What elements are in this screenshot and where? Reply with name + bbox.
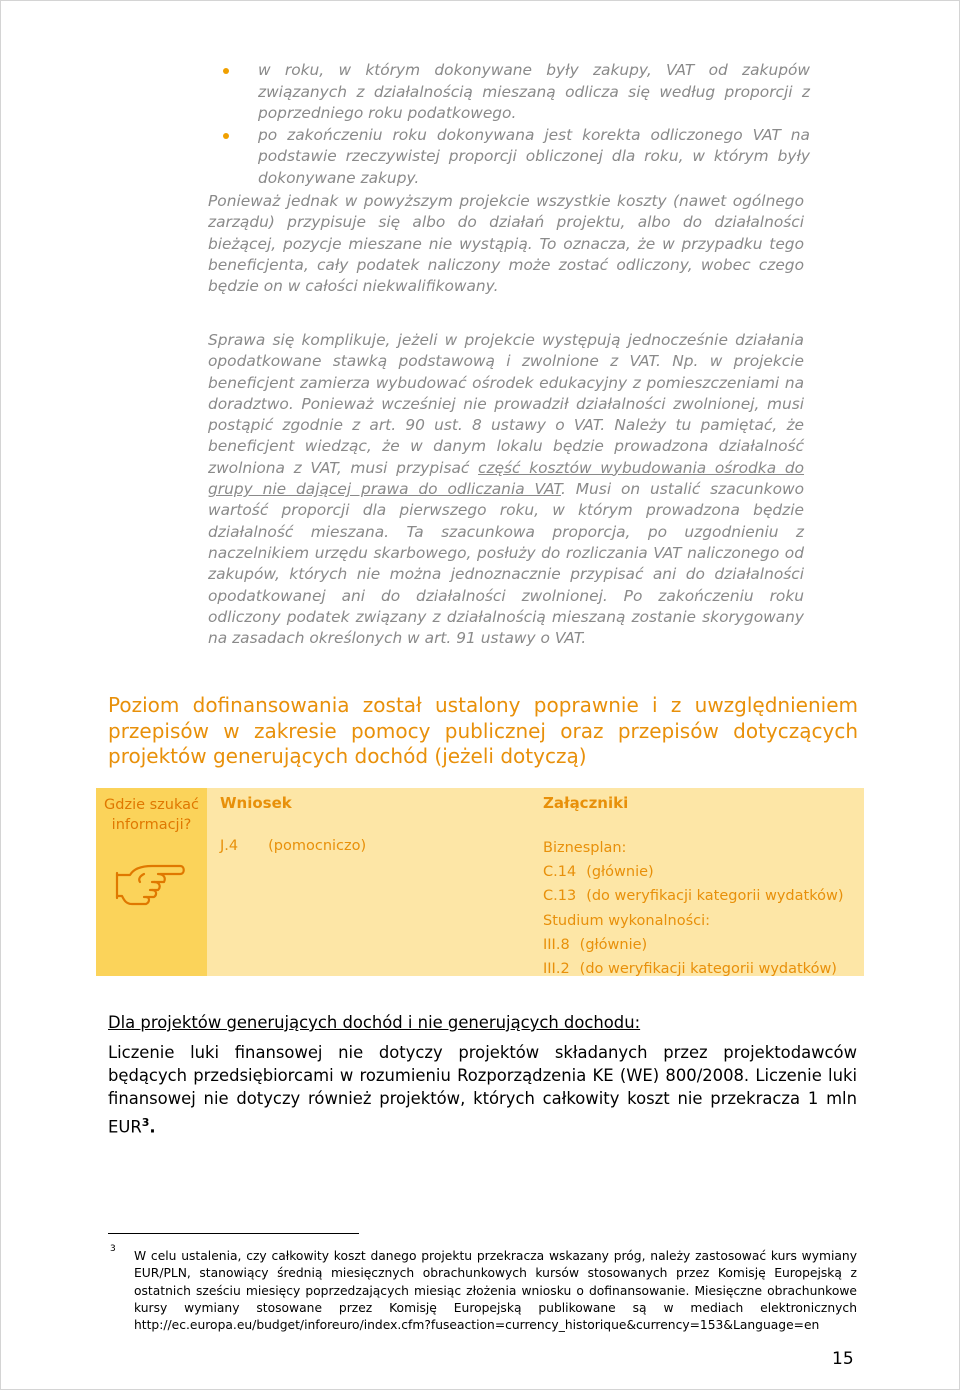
zalacznik-note: (do weryfikacji kategorii wydatków): [586, 888, 844, 905]
zalacznik-note: (głównie): [586, 864, 654, 881]
zalacznik-ref: III.2: [543, 961, 570, 978]
wniosek-ref: J.4: [220, 838, 239, 854]
wniosek-header: Wniosek: [220, 794, 292, 812]
paragraph-mixed-activity: [208, 330, 804, 649]
zalacznik-ref: Biznesplan:: [543, 840, 627, 856]
zalacznik-item: [543, 933, 843, 957]
footnote-number: 3: [110, 1244, 116, 1254]
paragraph-text: . Musi on ustalić szacunkowo wartość proporcji dla pierwszego roku, w którym prowadzona będzie działalność mieszana. Ta szacunkowa proporcja, po uzgodnieniu z naczelnikiem urzędu skarbowego, posłuży do rozliczania VAT naliczonego od zakupów, których nie można jednoznacznie przypisać ani do działalności opodatkowanej ani do działalności zwolnionej. Po zakończeniu roku odliczony podatek związany z działalnością mieszaną zostanie skorygowany na zasadach określonych w art. 91 ustawy o VAT.: [208, 480, 804, 648]
wniosek-entry: [220, 838, 366, 854]
pointing-hand-icon: [114, 863, 186, 908]
paragraph-text: Sprawa się komplikuje, jeżeli w projekcie występują jednocześnie działania opodatkowane stawką podstawową i zwolnione z VAT. Np. w projekcie beneficjent zamierza wybudować ośrodek edukacyjny z pomieszczeniami na doradztwo. Ponieważ wcześniej nie prowadził działalności zwolnionej, musi postąpić zgodnie z art. 90 ust. 8 ustawy o VAT. Należy tu pamiętać, że beneficjent wiedząc, że w danym lokalu będzie prowadzona działalność zwolniona z VAT, musi przypisać: [208, 331, 804, 477]
list-item: [222, 60, 810, 125]
zalacznik-item: [543, 836, 843, 860]
where-to-look-label: Gdzie szukać informacji?: [104, 797, 199, 833]
page-number: 15: [832, 1349, 854, 1369]
zalacznik-item: [543, 860, 843, 884]
bullet-icon: [223, 68, 229, 74]
paragraph-deduction: Ponieważ jednak w powyższym projekcie wszystkie koszty (nawet ogólnego zarządu) przypisuje się albo do działań projektu, albo do działalności bieżącej, pozycje mieszane nie wystąpią. To oznacza, że w przypadku tego beneficjenta, cały podatek naliczony może zostać odliczony, wobec czego będzie on w całości niekwalifikowany.: [208, 192, 804, 296]
zalacznik-ref: C.14: [543, 864, 577, 881]
bullet-list: [222, 60, 810, 189]
footnote-ref[interactable]: 3: [141, 1115, 150, 1129]
zalacznik-ref: Studium wykonalności:: [543, 912, 711, 929]
footnote-text: W celu ustalenia, czy całkowity koszt danego projektu przekracza wskazany próg, należy zastosować kurs wymiany EUR/PLN, stanowiący średnią miesięcznych obrachunkowych kursów stosowanych przez Komisję Europejską z ostatnich sześciu miesięcy poprzedzających miesiąc złożenia wniosku o dofinansowanie. Miesięczne obrachunkowe kursy wymiany stosowane przez Komisję Europejską publikowane są w mediach elektronicznych http://ec.europa.eu/budget/inforeuro/index.cfm?fuseaction=currency_historique&currency=153&Language=en: [134, 1249, 857, 1333]
financial-gap-paragraph: [108, 1041, 857, 1138]
wniosek-note: (pomocniczo): [268, 838, 367, 854]
zalacznik-item: [543, 909, 843, 933]
zalacznik-item: [543, 884, 843, 908]
sub-heading: Dla projektów generujących dochód i nie generujących dochodu:: [108, 1013, 641, 1032]
zalacznik-ref: C.13: [543, 888, 577, 905]
bullet-text: po zakończeniu roku dokonywana jest korekta odliczonego VAT na podstawie rzeczywistej proporcji obliczonej dla roku, w którym były dokonywane zakupy.: [258, 125, 810, 187]
footnote-divider: [108, 1233, 359, 1234]
zalaczniki-header: Załączniki: [543, 794, 629, 812]
bullet-icon: [223, 133, 229, 139]
paragraph-text: Liczenie luki finansowej nie dotyczy projektów składanych przez projektodawców będących przedsiębiorcami w rozumieniu Rozporządzenia KE (WE) 800/2008. Liczenie luki finansowej nie dotyczy również projektów, których całkowity koszt nie przekracza 1 mln EUR: [108, 1043, 857, 1137]
underlined-text: część kosztów wybudowania ośrodka do grupy nie dającej prawa do odliczania VAT: [208, 458, 805, 499]
bullet-text: w roku, w którym dokonywane były zakupy, VAT od zakupów związanych z działalnością mieszaną odlicza się według proporcji z poprzedniego roku podatkowego.: [258, 61, 810, 122]
list-item: [222, 125, 810, 190]
zalacznik-note: (do weryfikacji kategorii wydatków): [579, 961, 837, 978]
zalacznik-ref: III.8: [543, 936, 570, 953]
zalaczniki-list: [543, 836, 843, 981]
zalacznik-note: (głównie): [579, 936, 648, 953]
zalacznik-item: [543, 957, 843, 981]
where-to-look-cell: [96, 788, 207, 976]
paragraph-end: .: [149, 1117, 156, 1137]
section-heading: Poziom dofinansowania został ustalony poprawnie i z uwzględnieniem przepisów w zakresie pomocy publicznej oraz przepisów dotyczących projektów generujących dochód (jeżeli dotyczą): [108, 693, 858, 768]
